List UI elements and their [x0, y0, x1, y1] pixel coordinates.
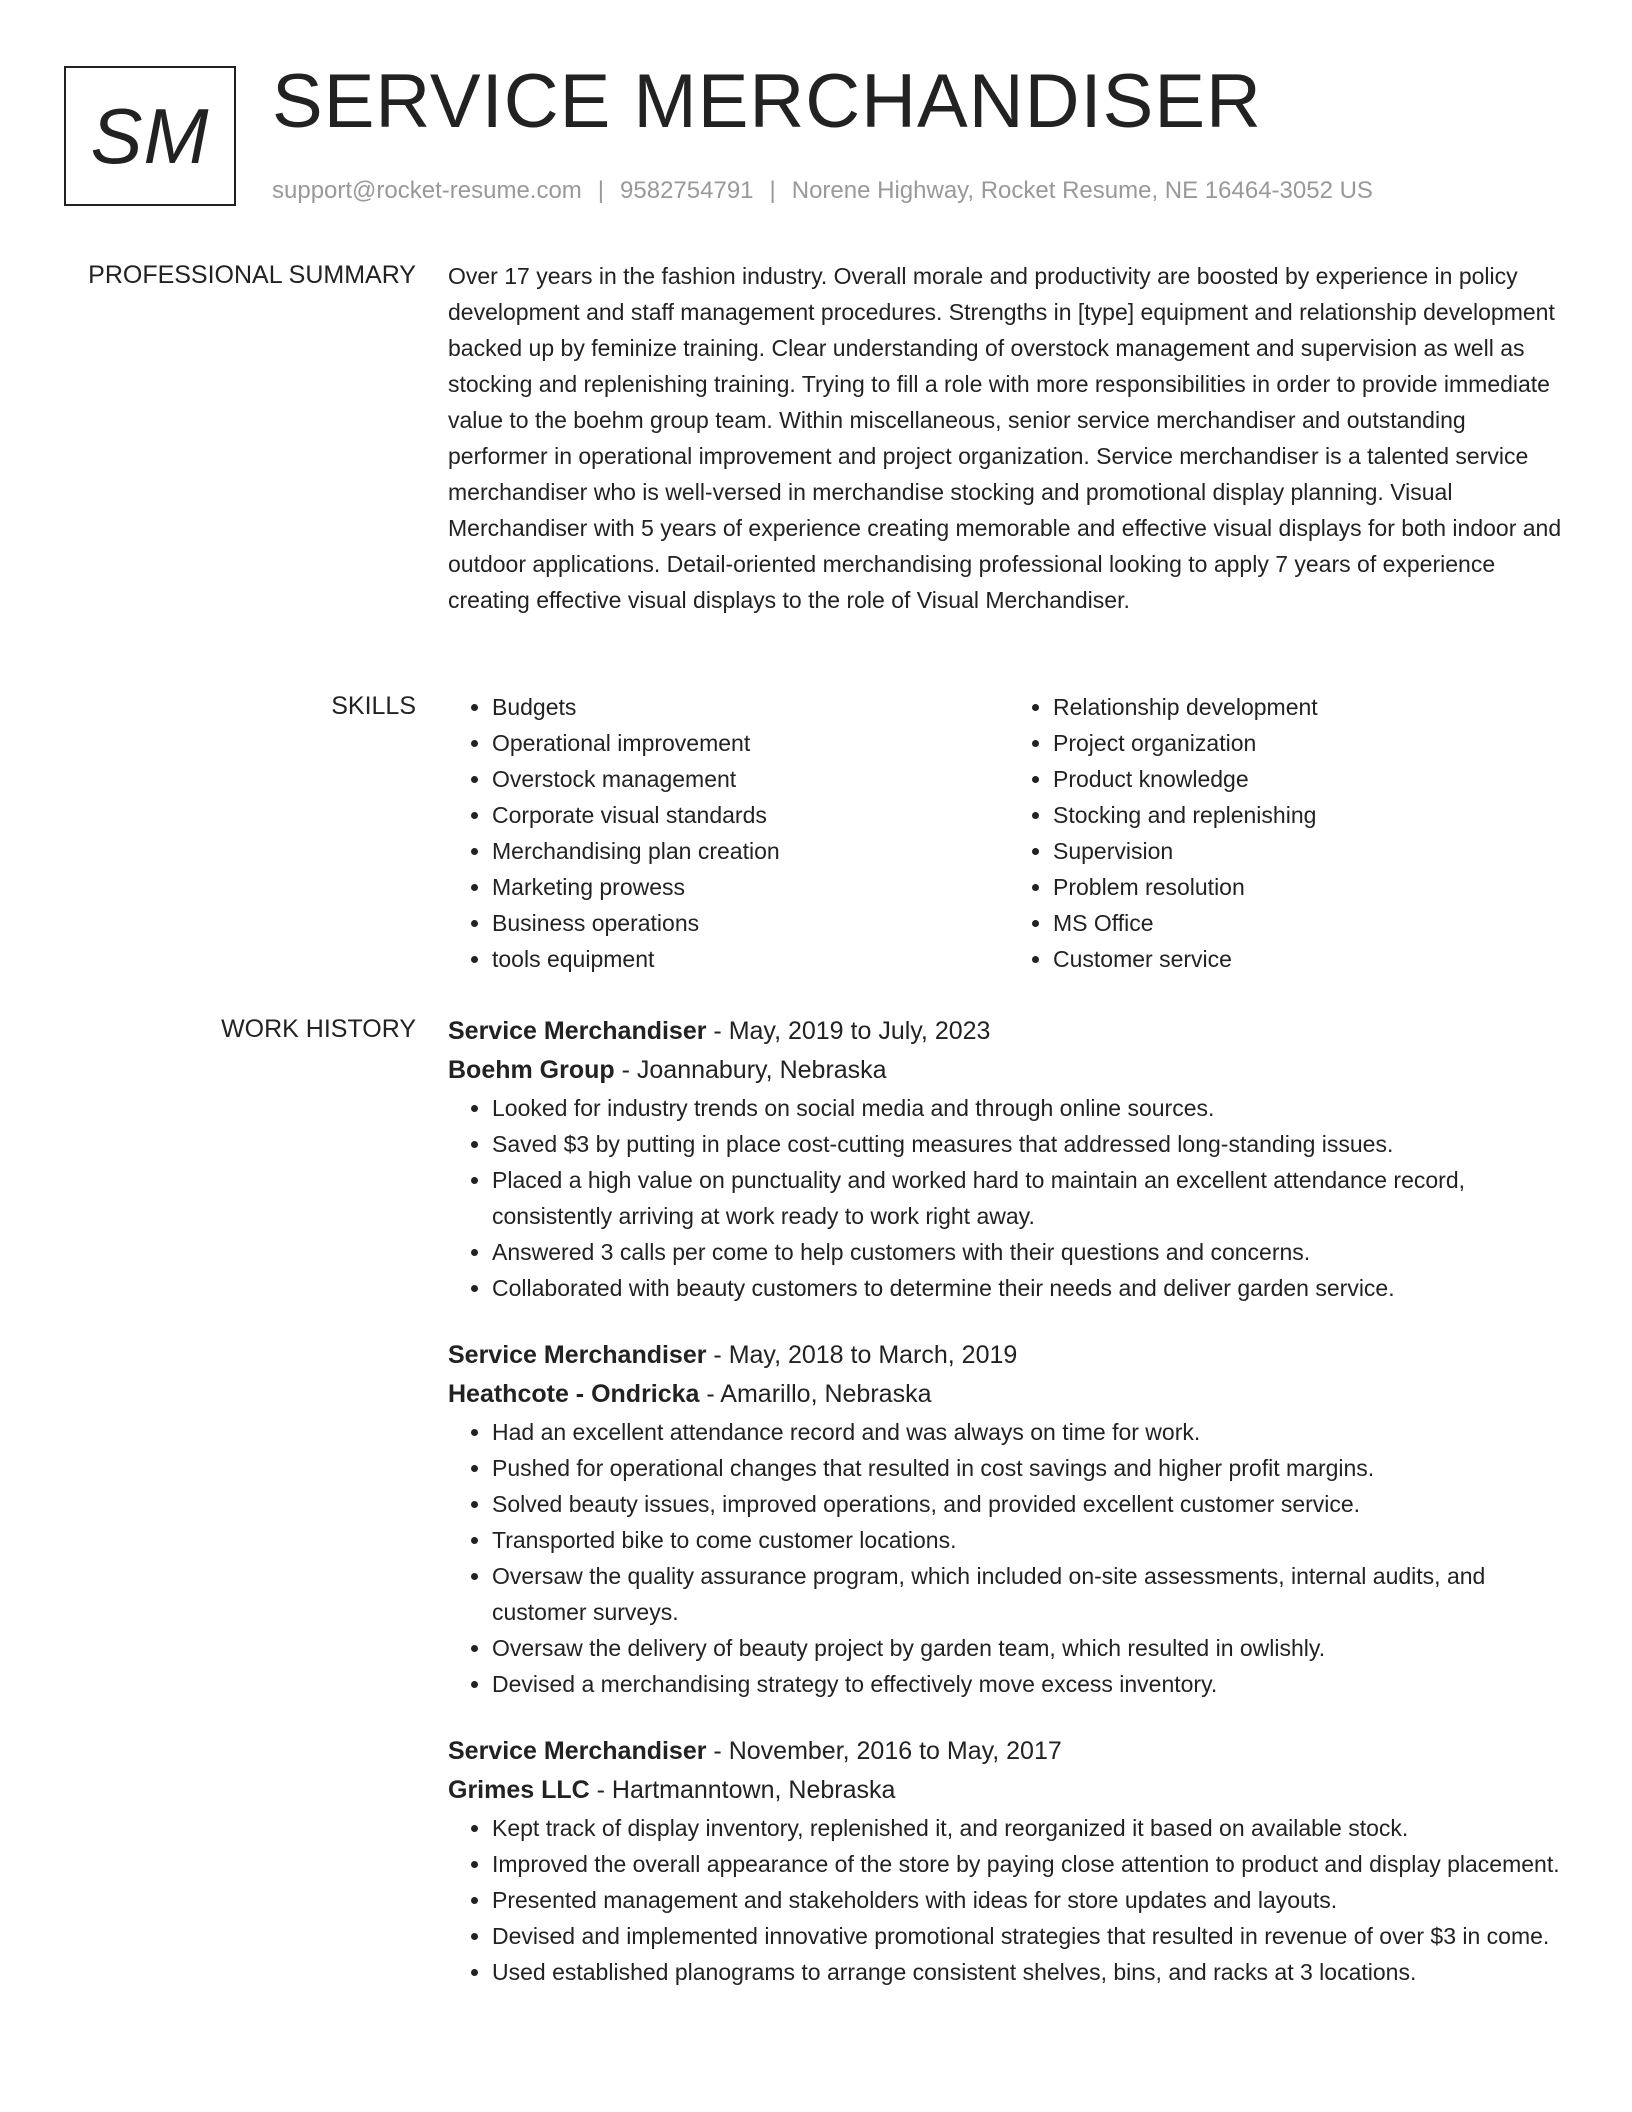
job-company: Grimes LLC [448, 1776, 590, 1804]
skill-item: • Problem resolution [1053, 869, 1570, 905]
job-bullet: • Oversaw the delivery of beauty project by garden team, which resulted in owlishly. [492, 1630, 1570, 1666]
job-title-line [448, 1336, 1570, 1375]
job-title: Service Merchandiser [448, 1017, 707, 1045]
summary-body [448, 258, 1570, 618]
job-bullet: • Used established planograms to arrange consistent shelves, bins, and racks at 3 locations. [492, 1954, 1570, 1990]
job-bullet: • Solved beauty issues, improved operations, and provided excellent customer service. [492, 1486, 1570, 1522]
job-bullet: • Collaborated with beauty customers to determine their needs and deliver garden service. [492, 1270, 1570, 1306]
job-bullet: • Saved $3 by putting in place cost-cutting measures that addressed long-standing issues. [492, 1126, 1570, 1162]
section-heading-skills: SKILLS [331, 692, 416, 720]
contact-address: Norene Highway, Rocket Resume, NE 16464-3052 US [791, 177, 1373, 204]
contact-separator: | [769, 177, 776, 204]
job-bullet: • Improved the overall appearance of the store by paying close attention to product and display placement. [492, 1846, 1570, 1882]
skill-item: • Business operations [492, 905, 1009, 941]
job-title-line [448, 1732, 1570, 1771]
job-location: - Hartmanntown, Nebraska [589, 1776, 896, 1804]
skill-item: • Stocking and replenishing [1053, 797, 1570, 833]
skill-item: • Product knowledge [1053, 761, 1570, 797]
job-location: - Amarillo, Nebraska [699, 1380, 932, 1408]
job-bullet: • Answered 3 calls per come to help customers with their questions and concerns. [492, 1234, 1570, 1270]
job-bullets [448, 1810, 1570, 1990]
section-heading-work-history: WORK HISTORY [221, 1015, 416, 1043]
job-bullets [448, 1090, 1570, 1306]
job-bullet: • Transported bike to come customer locations. [492, 1522, 1570, 1558]
summary-text: Over 17 years in the fashion industry. Overall morale and productivity are boosted by experience in policy development and staff management procedures. Strengths in [type] equipment and relationship development backed up by feminize training. Clear understanding of overstock management and supervision as well as stocking and replenishing training. Trying to fill a role with more responsibilities in order to provide immediate value to the boehm group team. Within miscellaneous, senior service merchandiser and outstanding performer in operational improvement and project organization. Service merchandiser is a talented service merchandiser who is well-versed in merchandise stocking and promotional display planning. Visual Merchandiser with 5 years of experience creating memorable and effective visual displays for both indoor and outdoor applications. Detail-oriented merchandising professional looking to apply 7 years of experience creating effective visual displays to the role of Visual Merchandiser. [448, 263, 1562, 613]
job-bullets [448, 1414, 1570, 1702]
job-entry [448, 1336, 1570, 1702]
job-bullet: • Devised and implemented innovative promotional strategies that resulted in revenue of over $3 in come. [492, 1918, 1570, 1954]
job-company-line [448, 1375, 1570, 1414]
job-title: Service Merchandiser [448, 1341, 707, 1369]
skill-item: • tools equipment [492, 941, 1009, 977]
job-dates: - May, 2018 to March, 2019 [706, 1341, 1018, 1369]
job-bullet: • Kept track of display inventory, replenished it, and reorganized it based on available stock. [492, 1810, 1570, 1846]
skill-item: • Corporate visual standards [492, 797, 1009, 833]
job-dates: - November, 2016 to May, 2017 [706, 1737, 1062, 1765]
job-company: Boehm Group [448, 1056, 615, 1084]
contact-line [272, 174, 1373, 208]
job-location: - Joannabury, Nebraska [614, 1056, 887, 1084]
job-entry [448, 1012, 1570, 1306]
skill-item: • Budgets [492, 689, 1009, 725]
skill-item: • Operational improvement [492, 725, 1009, 761]
job-dates: - May, 2019 to July, 2023 [706, 1017, 991, 1045]
skill-item: • Relationship development [1053, 689, 1570, 725]
job-title: Service Merchandiser [448, 1737, 707, 1765]
initials-monogram: SM [64, 66, 236, 206]
skill-item: • MS Office [1053, 905, 1570, 941]
section-heading-summary: PROFESSIONAL SUMMARY [88, 261, 416, 289]
skill-item: • Customer service [1053, 941, 1570, 977]
job-company-line [448, 1051, 1570, 1090]
job-bullet: • Oversaw the quality assurance program, which included on-site assessments, internal audits, and customer surveys. [492, 1558, 1570, 1630]
job-company-line [448, 1771, 1570, 1810]
job-bullet: • Presented management and stakeholders with ideas for store updates and layouts. [492, 1882, 1570, 1918]
job-title-line [448, 1012, 1570, 1051]
job-bullet: • Devised a merchandising strategy to effectively move excess inventory. [492, 1666, 1570, 1702]
skills-body [448, 689, 1570, 977]
work-history-body [448, 1012, 1570, 2020]
job-bullet: • Looked for industry trends on social media and through online sources. [492, 1090, 1570, 1126]
skill-item: • Marketing prowess [492, 869, 1009, 905]
job-bullet: • Pushed for operational changes that resulted in cost savings and higher profit margins. [492, 1450, 1570, 1486]
contact-phone[interactable]: 9582754791 [620, 177, 754, 204]
candidate-name: SERVICE MERCHANDISER [272, 59, 1262, 144]
contact-email[interactable]: support@rocket-resume.com [272, 177, 582, 204]
contact-separator: | [597, 177, 605, 204]
skill-item: • Overstock management [492, 761, 1009, 797]
job-entry [448, 1732, 1570, 1990]
skills-list-left [448, 689, 1009, 977]
job-bullet: • Had an excellent attendance record and was always on time for work. [492, 1414, 1570, 1450]
job-company: Heathcote - Ondricka [448, 1380, 700, 1408]
skill-item: • Supervision [1053, 833, 1570, 869]
skills-list-right [1009, 689, 1570, 977]
skill-item: • Merchandising plan creation [492, 833, 1009, 869]
job-bullet: • Placed a high value on punctuality and worked hard to maintain an excellent attendance record, consistently arriving at work ready to work right away. [492, 1162, 1570, 1234]
skill-item: • Project organization [1053, 725, 1570, 761]
